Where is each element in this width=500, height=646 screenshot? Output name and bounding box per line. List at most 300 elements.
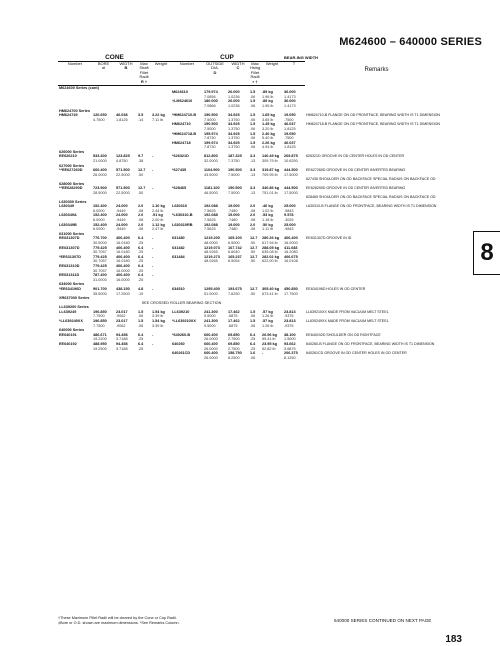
cup-radius-cell-value: 2.0 <box>250 213 256 218</box>
cone-weight-cell-value: - <box>152 254 154 259</box>
table-row <box>58 122 448 131</box>
cup-width-cell <box>227 99 249 108</box>
bearing-width-cell <box>283 342 305 351</box>
cone-width-cell-secondary: .9449 <box>116 227 126 232</box>
cup-width-cell <box>227 264 249 273</box>
remark-text: MADE FROM VACUUM MELT STEEL <box>327 309 389 314</box>
table-row <box>58 351 448 360</box>
bore-cell <box>92 273 115 282</box>
od-cell-secondary: 26.0000 <box>204 355 218 360</box>
cup-width-symbol: C <box>236 65 240 71</box>
cup-number-cell <box>171 236 203 245</box>
remarks-cell <box>305 264 448 273</box>
cup-radius-cell-value: 2.0 <box>250 222 256 227</box>
cone-weight-cell <box>151 246 171 255</box>
cup-radius-cell-value: 12.7 <box>250 245 258 250</box>
cone-radius-cell-secondary: .08 <box>138 208 144 213</box>
cone-number-cell <box>58 154 92 163</box>
od-cell <box>203 264 227 273</box>
cone-radius-cell <box>137 319 151 328</box>
cone-width-cell-secondary: 22.5000 <box>116 190 130 195</box>
od-cell-value: 241.300 <box>204 309 218 314</box>
cup-width-cell <box>227 168 249 177</box>
cup-radius-cell <box>249 351 261 360</box>
bearing-width-cell <box>283 246 305 255</box>
cone-radius-cell-value: 12.7 <box>138 168 146 173</box>
remarks-cell <box>305 113 448 122</box>
remarks-cell <box>305 177 448 181</box>
cone-width-cell <box>115 273 137 282</box>
cone-width-cell-secondary: 17.2500 <box>116 291 130 296</box>
cup-width-cell-secondary: 2.7500 <box>228 346 240 351</box>
remarks-cell <box>305 342 448 351</box>
cup-radius-cell-value: 3.3 <box>250 168 256 173</box>
table-row <box>58 236 448 245</box>
bore-cell <box>92 122 115 131</box>
cup-group-header: CUP <box>171 56 283 61</box>
remarks-cell <box>305 195 448 199</box>
cone-number-cell <box>58 122 92 131</box>
cone-width-cell <box>115 99 137 108</box>
od-cell-secondary: 43.5000 <box>204 172 218 177</box>
bearing-width-cell-secondary: 17.5000 <box>284 172 298 177</box>
cup-weight-cell-secondary: 1.18 lb <box>262 218 274 222</box>
bearing-width-cell-value: 25.000 <box>284 222 296 227</box>
od-cell <box>203 255 227 264</box>
cup-number-cell <box>171 351 203 360</box>
bore-cell-secondary: 35.5000 <box>93 291 107 296</box>
cone-width-cell-secondary: 1.8125 <box>116 117 128 122</box>
cone-width-cell <box>115 287 137 296</box>
table-row <box>58 310 448 319</box>
cone-width-cell <box>115 333 137 342</box>
bearing-width-cell <box>283 90 305 99</box>
bore-cell-secondary: 26.0000 <box>93 172 107 177</box>
cone-width-cell <box>115 168 137 177</box>
cup-weight-cell-value: 280.26 kg <box>262 236 280 241</box>
cone-width-cell-value: 24.000 <box>116 204 128 209</box>
cone-number-cell <box>58 90 92 99</box>
cup-width-cell-value: 167.742 <box>228 245 242 250</box>
bearing-width-cell-value: 19.050 <box>284 131 296 136</box>
cup-weight-cell <box>261 186 283 195</box>
cup-width-cell-value: 165.100 <box>228 236 242 241</box>
bearing-width-cell-value: 450.850 <box>284 286 298 291</box>
bore-cell-value: 533.400 <box>93 154 107 159</box>
remark-text: MADE FROM VACUUM MELT STEEL <box>327 319 389 324</box>
od-cell <box>203 310 227 319</box>
cone-width-cell-value: 438.150 <box>116 286 130 291</box>
cone-radius-cell-secondary: .19 <box>138 291 144 296</box>
cone-number-cell-value: EE631307D <box>59 245 80 250</box>
cone-weight-cell <box>151 319 171 328</box>
cone-width-cell-value: 23.017 <box>116 319 128 324</box>
cup-weight-cell-value: .50 kg <box>262 222 273 227</box>
cup-weight-cell-value: .46 kg <box>262 204 273 209</box>
remark-part-number: EE627260D <box>306 168 326 173</box>
cup-weight-cell-secondary: 52.82 lb <box>262 346 276 351</box>
cup-radius-cell <box>249 319 261 328</box>
cup-number-cell-value: *HM624710-B <box>172 113 197 118</box>
cup-radius-cell-secondary: .25 <box>250 346 256 351</box>
table-row <box>58 342 448 351</box>
cup-weight-cell-value: 23.95 kg <box>262 342 277 347</box>
cup-radius-cell <box>249 213 261 222</box>
cup-radius-cell <box>249 168 261 177</box>
cone-radius-cell <box>137 122 151 131</box>
bearing-width-cell-secondary: 1.8125 <box>284 126 296 131</box>
cone-radius-cell-value: 9.7 <box>138 154 144 159</box>
remark-part-number: 628465 <box>306 195 319 200</box>
bore-cell-value: 723.900 <box>93 186 107 191</box>
cup-radius-cell <box>249 287 261 296</box>
cup-number-cell-value: 640261CD <box>172 351 191 356</box>
cone-number-cell-value: EE640191 <box>59 332 77 337</box>
bore-cell-secondary: 21.0000 <box>93 159 107 164</box>
cup-width-cell <box>227 204 249 213</box>
bore-cell-secondary: 30.5000 <box>93 240 107 245</box>
cup-radius-cell <box>249 223 261 232</box>
cup-number-cell-value: HM624718 <box>172 140 191 145</box>
cup-width-cell-secondary: 1.3750 <box>228 126 240 131</box>
bore-cell-secondary: 4.7500 <box>93 117 105 122</box>
cone-width-cell-value: 23.017 <box>116 309 128 314</box>
cup-radius-cell-value: 1.5 <box>250 122 256 127</box>
od-cell <box>203 90 227 99</box>
cone-radius-cell-value: 6.4 <box>138 263 144 268</box>
od-cell-value: 192.088 <box>204 204 218 209</box>
remarks-cell <box>305 99 448 108</box>
cup-number-cell <box>171 154 203 163</box>
bearing-width-cell-value: 46.037 <box>284 140 296 145</box>
series-label: HM624700 Series <box>59 108 91 113</box>
bore-cell-secondary: 28.5000 <box>93 190 107 195</box>
cup-weight-cell-secondary: 5.40 lb <box>262 136 274 141</box>
cup-width-cell <box>227 223 249 232</box>
cup-weight-cell-secondary: 59.41 lb <box>262 337 276 342</box>
cone-number-cell-value: L630349 <box>59 204 74 209</box>
bore-cell-secondary: 6.0000 <box>93 227 105 232</box>
od-cell <box>203 236 227 245</box>
od-cell <box>203 342 227 351</box>
cup-weight-cell-value: 340.86 kg <box>262 186 280 191</box>
cup-weight-cell-secondary: 673.41 lb <box>262 291 278 296</box>
cone-radius-cell-secondary: .08 <box>138 218 144 222</box>
table-row <box>58 264 448 273</box>
od-cell <box>203 154 227 163</box>
remark-text: SHOULDER ON OD RIGHTFACE <box>326 332 381 337</box>
remark-text: GROOVE IN OD CENTER HOLES IN OD CENTER <box>321 154 405 159</box>
cup-radius-cell-value: 2.0 <box>250 204 256 209</box>
cup-radius-cell <box>249 154 261 163</box>
bore-cell-secondary: 6.0000 <box>93 218 105 222</box>
cup-weight-cell-value: .89 kg <box>262 99 273 104</box>
cone-radius-cell <box>137 99 151 108</box>
cup-radius-cell-secondary: .13 <box>250 190 256 195</box>
od-cell-value: 180.000 <box>204 99 218 104</box>
remarks-cell <box>305 213 448 222</box>
cup-weight-cell <box>261 213 283 222</box>
cone-number-cell <box>58 223 92 232</box>
cone-radius-cell <box>137 154 151 163</box>
bearing-width-cell <box>283 204 305 213</box>
cone-number-header: Number <box>58 61 92 85</box>
cone-width-header <box>115 61 137 85</box>
cone-weight-cell-value: - <box>152 342 154 347</box>
cone-radius-cell-secondary: .25 <box>138 346 144 351</box>
table-row <box>58 223 448 232</box>
cone-width-cell-secondary: .9062 <box>116 323 126 328</box>
cup-weight-cell <box>261 273 283 282</box>
cone-number-cell <box>58 351 92 360</box>
cup-number-cell-value: *L630310-B <box>172 213 193 218</box>
cup-weight-cell-value: .53 kg <box>262 213 273 218</box>
cone-number-cell <box>58 204 92 213</box>
cup-radius-header <box>249 61 261 85</box>
cone-weight-cell-value: - <box>152 168 154 173</box>
cone-width-cell-value: 24.000 <box>116 222 128 227</box>
cone-number-cell <box>58 342 92 351</box>
cone-width-cell-value: 406.400 <box>116 263 130 268</box>
od-cell-secondary: 7.5625 <box>204 218 216 222</box>
cone-radius-cell-value: 6.4 <box>138 273 144 278</box>
od-cell-secondary: 7.8730 <box>204 145 216 150</box>
series-label: 627000 Series <box>59 163 85 168</box>
cup-weight-cell-secondary: 1.02 lb <box>262 208 274 213</box>
cone-weight-cell <box>151 333 171 342</box>
cup-number-cell-value: M624610 <box>172 90 188 95</box>
cone-width-cell-value: 406.400 <box>116 245 130 250</box>
bore-cell-value: 787.400 <box>93 273 107 278</box>
cone-number-cell-value: EE631307D <box>59 236 80 241</box>
cone-radius-cell-secondary: .25 <box>138 337 144 342</box>
remarks-cell <box>305 333 448 342</box>
cup-radius-cell <box>249 113 261 122</box>
table-row <box>58 90 448 99</box>
cone-width-cell <box>115 223 137 232</box>
bearing-width-cell-secondary: 3.6875 <box>284 346 296 351</box>
cone-number-cell-value: L630349A <box>59 213 77 218</box>
cup-number-cell-value: *LL639210XX <box>172 319 196 324</box>
bearing-width-cell <box>283 132 305 141</box>
cone-number-cell <box>58 132 92 141</box>
cup-weight-cell-value: 282.02 kg <box>262 254 280 259</box>
cup-radius-cell <box>249 333 261 342</box>
cup-width-cell <box>227 273 249 282</box>
od-cell <box>203 273 227 282</box>
cone-radius-cell-value: 6.4 <box>138 254 144 259</box>
bearing-width-cell <box>283 236 305 245</box>
cup-radius-cell <box>249 246 261 255</box>
bearing-width-cell-value: 411.683 <box>284 245 298 250</box>
cone-width-cell-value: 571.500 <box>116 168 130 173</box>
cup-weight-cell-value: .57 kg <box>262 309 273 314</box>
cone-width-cell-value: 406.400 <box>116 236 130 241</box>
od-cell-value: 190.500 <box>204 122 218 127</box>
cup-width-label: WIDTH <box>231 60 245 66</box>
cup-radius-cell-secondary: .50 <box>250 240 256 245</box>
od-cell <box>203 319 227 328</box>
page-number: 183 <box>445 634 462 645</box>
cone-number-cell-value: EE640192 <box>59 342 77 347</box>
od-symbol: D <box>213 69 217 75</box>
bore-cell-value: 152.400 <box>93 213 107 218</box>
od-cell <box>203 246 227 255</box>
table-row <box>58 154 448 163</box>
od-cell-secondary: 7.5000 <box>204 126 216 131</box>
series-label: 634000 Series <box>59 282 85 287</box>
cup-weight-cell <box>261 287 283 296</box>
cup-width-cell-value: 26.000 <box>228 90 240 95</box>
cup-width-cell-secondary: 6.5000 <box>228 240 240 245</box>
cone-width-cell <box>115 141 137 150</box>
remark-part-number: 626321D <box>306 154 321 159</box>
cone-weight-cell <box>151 236 171 245</box>
cone-width-cell <box>115 310 137 319</box>
bearing-width-cell-secondary: 8.1250 <box>284 355 296 360</box>
cup-width-cell <box>227 310 249 319</box>
remark-part-number: LL639249XX <box>306 319 327 324</box>
remarks-header: Remarks <box>364 67 389 74</box>
cup-width-cell-value: 193.675 <box>228 286 242 291</box>
cone-radius-cell <box>137 287 151 296</box>
cup-weight-cell-value: 2.40 kg <box>262 131 275 136</box>
cone-number-cell-value: *EE631307D <box>59 254 81 259</box>
bearing-width-cell <box>283 351 305 360</box>
cup-width-cell-value: 34.925 <box>228 140 240 145</box>
remark-part-number: EE634196D <box>306 286 326 291</box>
cone-number-cell-value: L630349B <box>59 222 77 227</box>
cone-weight-cell <box>151 186 171 195</box>
footnote-2: ‡Bore or O.D. shown are maximum dimensions. *See Remarks Column. <box>58 620 180 625</box>
cone-radius-cell <box>137 204 151 213</box>
cup-weight-cell-secondary: 1.11 lb <box>262 227 274 232</box>
cup-weight-cell <box>261 168 283 177</box>
cup-radius-cell <box>249 132 261 141</box>
cup-radius-cell-secondary: .13 <box>250 172 256 177</box>
bore-cell <box>92 342 115 351</box>
cup-width-cell-value: 158.750 <box>228 351 242 356</box>
bore-cell <box>92 351 115 360</box>
cup-radius-cell-value: 1.6 <box>250 351 256 356</box>
remarks-cell <box>305 122 448 131</box>
cone-weight-cell <box>151 273 171 282</box>
bearing-width-cell-value: 36.000 <box>284 99 296 104</box>
bore-cell <box>92 186 115 195</box>
cone-number-cell <box>58 213 92 222</box>
footnote-1: †These Maximum Fillet Radii will be cleared by the Cone or Cup Radii. <box>58 616 177 620</box>
cup-number-cell <box>171 213 203 222</box>
bearing-width-header: BEAR-ING WIDTH <box>284 55 319 60</box>
cone-radius-cell <box>137 310 151 319</box>
bore-cell-secondary: 31.0000 <box>93 277 107 282</box>
cone-width-cell <box>115 186 137 195</box>
remarks-cell <box>305 186 448 195</box>
cup-weight-cell <box>261 310 283 319</box>
bearing-width-cell <box>283 310 305 319</box>
od-cell-secondary: 7.0856 <box>204 94 216 99</box>
cup-radius-cell-secondary: .06 <box>250 355 256 360</box>
od-cell-secondary: 7.5000 <box>204 117 216 122</box>
cone-number-cell-value: HM624749 <box>59 113 78 118</box>
cone-radius-cell-value: 2.0 <box>138 204 144 209</box>
od-cell-value: 660.400 <box>204 342 218 347</box>
cone-weight-cell-value: - <box>152 245 154 250</box>
bore-cell-value: 901.700 <box>93 286 107 291</box>
table-body <box>58 85 448 360</box>
cup-weight-cell <box>261 246 283 255</box>
bore-cell-value: 152.400 <box>93 222 107 227</box>
series-label: 628000 Series <box>59 181 85 186</box>
cone-weight-cell-value: .91 kg <box>152 213 163 218</box>
cone-weight-cell-value: - <box>152 186 154 191</box>
cup-radius-cell-value: 6.4 <box>250 342 256 347</box>
remarks-cell <box>305 351 448 360</box>
cup-number-cell-value: *HM624718-B <box>172 131 197 136</box>
cup-radius-cell-secondary: .06 <box>250 94 256 99</box>
cup-width-cell-secondary: 2.7500 <box>228 337 240 342</box>
cone-radius-cell <box>137 273 151 282</box>
cup-width-cell-secondary: 1.0236 <box>228 103 240 108</box>
section-tab: 8 <box>473 231 500 275</box>
remark-part-number: LL639210XX <box>306 309 327 314</box>
bearing-width-cell <box>283 264 305 273</box>
bearing-width-cell-secondary: 16.2080 <box>284 250 298 255</box>
cone-radius-cell-value: 12.7 <box>138 186 146 191</box>
bore-cell <box>92 255 115 264</box>
cup-number-cell <box>171 141 203 150</box>
cup-number-cell <box>171 319 203 328</box>
cup-weight-cell <box>261 90 283 99</box>
cone-radius-cell <box>137 132 151 141</box>
continued-note: 640000 SERIES CONTINUED ON NEXT PAGE <box>334 618 432 623</box>
cone-number-cell-value: *EE634196D <box>59 286 81 291</box>
cone-width-cell <box>115 213 137 222</box>
od-cell-secondary: 51.0000 <box>204 291 218 296</box>
cone-width-cell-secondary: 16.0000 <box>116 277 130 282</box>
bore-cell-value: 120.650 <box>93 113 107 118</box>
cone-weight-cell <box>151 168 171 177</box>
remarks-cell <box>305 319 448 328</box>
bore-cell <box>92 204 115 213</box>
cone-width-cell <box>115 319 137 328</box>
cup-number-cell <box>171 204 203 213</box>
bore-cell-value: 196.850 <box>93 319 107 324</box>
bearing-width-cell <box>283 255 305 264</box>
cup-width-cell-secondary: .7480 <box>228 208 238 213</box>
remark-text: GROOVE IN OD CENTER INVERTED BEARING <box>326 168 406 173</box>
remark-text: GROOVE IN OD CENTER INVERTED BEARING <box>326 186 406 191</box>
bearing-width-cell-secondary: .9375 <box>284 323 294 328</box>
bore-cell-secondary: 30.7057 <box>93 259 107 264</box>
od-cell-value: 1295.400 <box>204 286 220 291</box>
cup-weight-cell-secondary: 709.95 lb <box>262 172 278 177</box>
cup-number-cell-value: L630310 <box>172 204 187 209</box>
cup-number-cell <box>171 90 203 99</box>
cup-width-cell <box>227 113 249 122</box>
bore-cell <box>92 264 115 273</box>
cup-width-cell-value: 190.500 <box>228 168 242 173</box>
bore-header <box>92 61 115 85</box>
cone-radius-cell <box>137 223 151 232</box>
cone-radius-cell-value: 2.0 <box>138 213 144 218</box>
cup-width-cell-value: 69.850 <box>228 332 240 337</box>
cone-number-cell <box>58 99 92 108</box>
cone-radius-cell <box>137 351 151 360</box>
cup-width-cell-secondary: 1.0236 <box>228 94 240 99</box>
cone-weight-cell <box>151 90 171 99</box>
cone-weight-cell-secondary: 3.39 lb <box>152 314 164 319</box>
